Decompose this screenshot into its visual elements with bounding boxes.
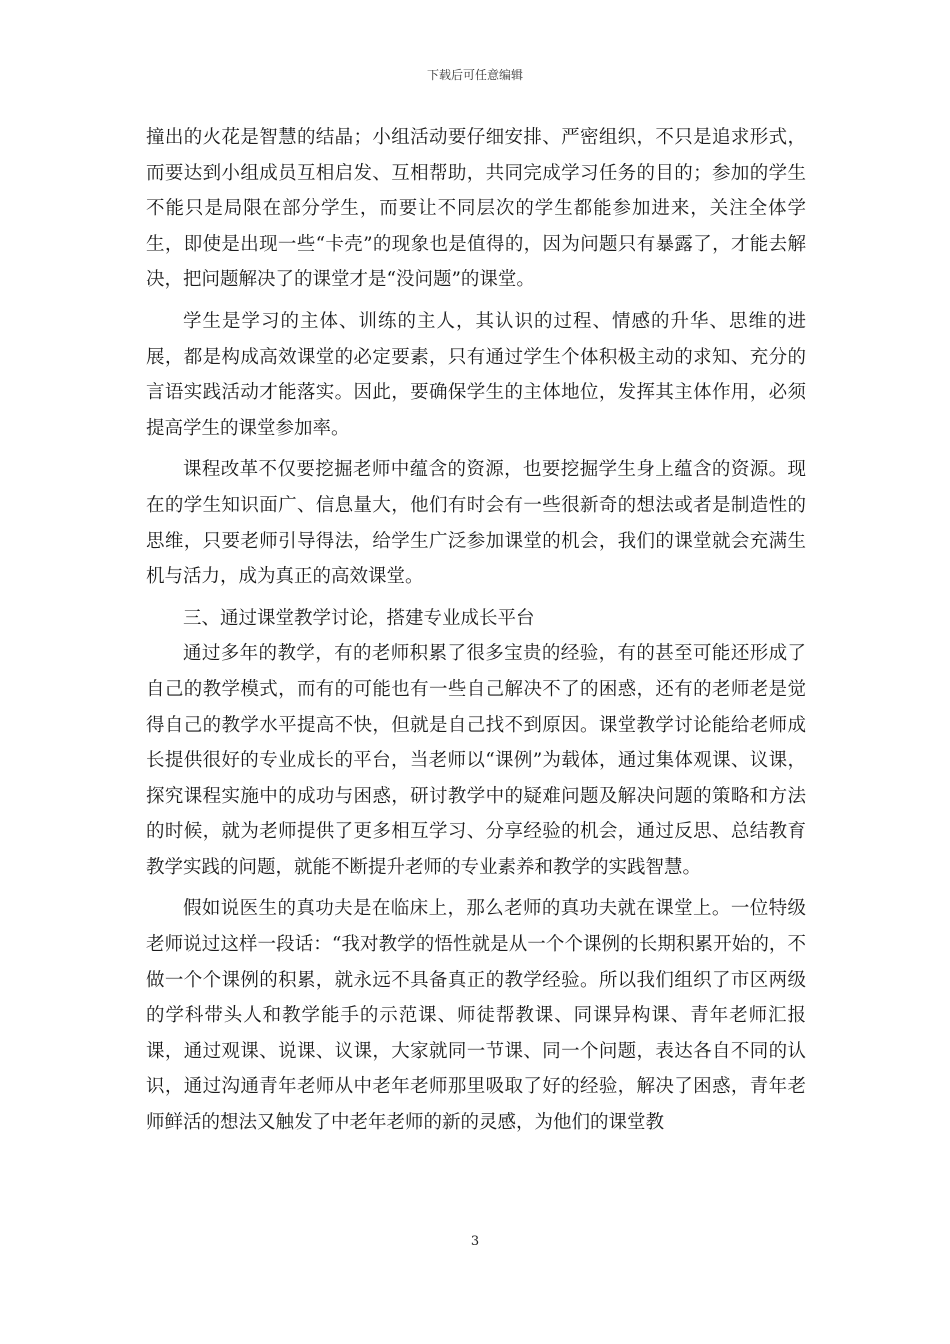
document-body	[146, 120, 806, 1141]
page-number: 3	[470, 1234, 480, 1249]
paragraph-doctor-analogy: 假如说医生的真功夫是在临床上，那么老师的真功夫就在课堂上。一位特级老师说过这样一段话：“我对教学的悟性就是从一个个课例的长期积累开始的，不做一个个课例的积累，就永远不具备真正的教学经验。所以我们组织了市区两级的学科带头人和教学能手的示范课、师徒帮教课、同课异构课、青年老师汇报课，通过观课、说课、议课，大家就同一节课、同一个问题，表达各自不同的认识，通过沟通青年老师从中老年老师那里吸取了好的经验，解决了困惑，青年老师鲜活的想法又触发了中老年老师的新的灵感，为他们的课堂教	[146, 898, 806, 1134]
paragraph-student-resources: 课程改革不仅要挖掘老师中蕴含的资源，也要挖掘学生身上蕴含的资源。现在的学生知识面广、信息量大，他们有时会有一些很新奇的想法或者是制造性的思维，只要老师引导得法，给学生广泛参加课堂的机会，我们的课堂就会充满生机与活力，成为真正的高效课堂。	[146, 459, 806, 588]
paragraph-teaching-experience: 通过多年的教学，有的老师积累了很多宝贵的经验，有的甚至可能还形成了自己的教学模式，而有的可能也有一些自己解决不了的困惑，还有的老师老是觉得自己的教学水平提高不快，但就是自己找不到原因。课堂教学讨论能给老师成长提供很好的专业成长的平台，当老师以“课例”为载体，通过集体观课、议课，探究课程实施中的成功与困惑，研讨教学中的疑难问题及解决问题的策略和方法的时候，就为老师提供了更多相互学习、分享经验的机会，通过反思、总结教育教学实践的问题，就能不断提升老师的专业素养和教学的实践智慧。	[146, 643, 806, 878]
paragraph-continuation: 撞出的火花是智慧的结晶；小组活动要仔细安排、严密组织，不只是追求形式，而要达到小组成员互相启发、互相帮助，共同完成学习任务的目的；参加的学生不能只是局限在部分学生，而要让不同层次的学生都能参加进来，关注全体学生，即使是出现一些“卡壳”的现象也是值得的，因为问题只有暴露了，才能去解决，把问题解决了的课堂才是“没问题”的课堂。	[146, 127, 806, 291]
page-header: 下载后可任意编辑	[426, 68, 523, 82]
paragraph-student-subject: 学生是学习的主体、训练的主人，其认识的过程、情感的升华、思维的进展，都是构成高效课堂的必定要素，只有通过学生个体积极主动的求知、充分的言语实践活动才能落实。因此，要确保学生的主体地位，发挥其主体作用，必须提高学生的课堂参加率。	[146, 310, 806, 439]
section-heading: 三、通过课堂教学讨论，搭建专业成长平台	[183, 607, 535, 629]
